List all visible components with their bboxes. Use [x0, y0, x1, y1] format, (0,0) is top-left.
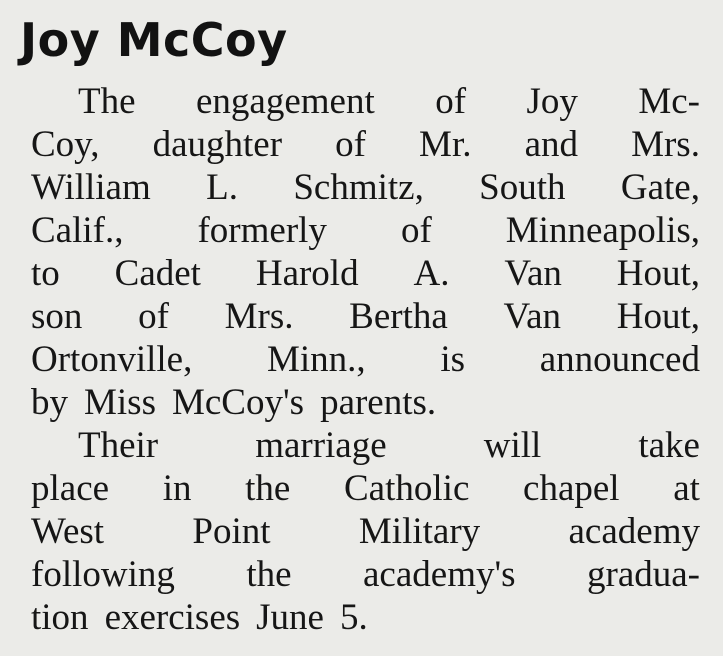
word: in	[162, 468, 192, 509]
word: Catholic	[344, 468, 470, 509]
word: Mr.	[419, 124, 472, 165]
text-line	[31, 510, 700, 553]
word: chapel	[523, 468, 620, 509]
word: exercises	[104, 597, 241, 638]
word: announced	[539, 339, 700, 380]
text-line	[31, 252, 700, 295]
word: and	[524, 124, 578, 165]
word: son	[31, 296, 83, 337]
word: academy's	[363, 554, 516, 595]
word: William	[31, 167, 151, 208]
word: Coy,	[31, 124, 100, 165]
word: Van	[503, 296, 562, 337]
word: gradua-	[587, 554, 700, 595]
word: formerly	[197, 210, 327, 251]
word: McCoy's	[171, 382, 305, 423]
word: parents.	[320, 382, 437, 423]
word: Ortonville,	[31, 339, 193, 380]
word: marriage	[255, 425, 387, 466]
word: the	[245, 468, 291, 509]
word: Mrs.	[224, 296, 294, 337]
text-line	[78, 80, 700, 123]
word: Harold	[255, 253, 359, 294]
word: A.	[413, 253, 450, 294]
text-line	[31, 166, 700, 209]
word: Hout,	[616, 296, 700, 337]
word: to	[31, 253, 60, 294]
word: the	[246, 554, 292, 595]
word: of	[335, 124, 366, 165]
word: L.	[206, 167, 238, 208]
word: following	[31, 554, 175, 595]
word: tion	[31, 597, 89, 638]
word: of	[435, 81, 467, 122]
word: by	[31, 382, 68, 423]
word: June	[256, 597, 324, 638]
word: Schmitz,	[293, 167, 424, 208]
word: Mc-	[638, 81, 700, 122]
word: The	[78, 81, 136, 122]
text-line	[31, 123, 700, 166]
word: Hout,	[616, 253, 700, 294]
word: Minneapolis,	[505, 210, 700, 251]
word: Bertha	[349, 296, 448, 337]
word: Their	[78, 425, 159, 466]
word: Mrs.	[631, 124, 700, 165]
word: take	[638, 425, 700, 466]
text-line	[31, 381, 452, 424]
word: of	[400, 210, 432, 251]
word: engagement	[195, 81, 375, 122]
word: Joy	[526, 81, 578, 122]
text-line	[31, 596, 384, 639]
headline: Joy McCoy	[20, 13, 288, 67]
text-line	[31, 467, 700, 510]
word: academy	[568, 511, 700, 552]
word: Minn.,	[267, 339, 366, 380]
text-line	[31, 338, 700, 381]
word: 5.	[339, 597, 368, 638]
word: West	[31, 511, 105, 552]
word: of	[138, 296, 169, 337]
word: South	[479, 167, 566, 208]
word: at	[673, 468, 700, 509]
text-line	[31, 209, 700, 252]
word: Point	[192, 511, 271, 552]
word: Calif.,	[31, 210, 124, 251]
word: Van	[504, 253, 562, 294]
word: Military	[358, 511, 481, 552]
word: place	[31, 468, 110, 509]
word: Cadet	[114, 253, 201, 294]
word: Gate,	[620, 167, 700, 208]
word: Miss	[84, 382, 156, 423]
text-line	[31, 553, 700, 596]
text-line	[31, 295, 700, 338]
word: daughter	[152, 124, 283, 165]
text-line	[78, 424, 700, 467]
word: will	[483, 425, 542, 466]
word: is	[440, 339, 466, 380]
